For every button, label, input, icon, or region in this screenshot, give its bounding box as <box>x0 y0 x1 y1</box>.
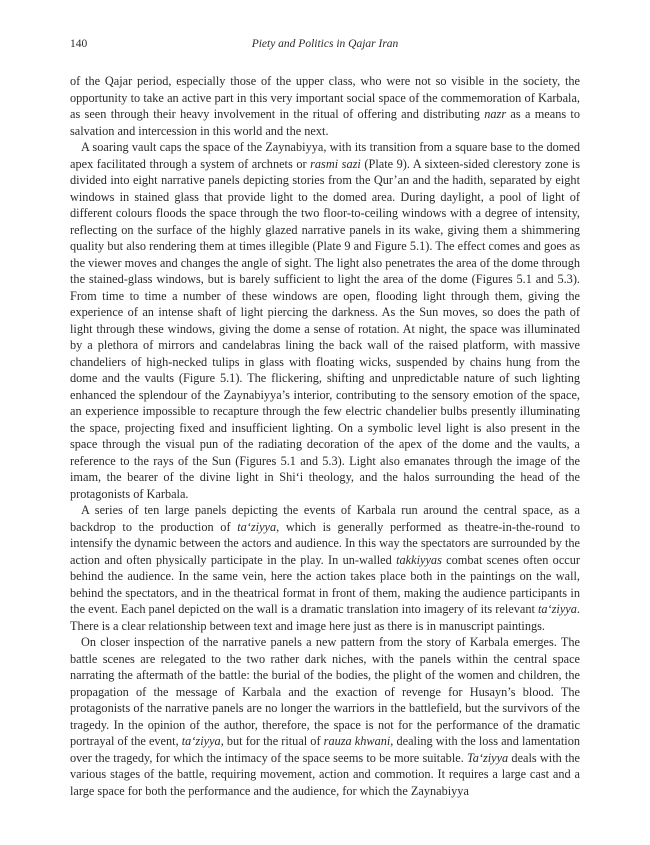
text-run: , dealing with the loss and lamentation over the tragedy, for which the intimacy of the space seems to be more suitable. <box>70 734 580 765</box>
running-title: Piety and Politics in Qajar Iran <box>251 38 399 50</box>
text-run: deals with the various stages of the battle, requiring movement, action and commotion. It requires a large cast and a large space for both the performance and the audience, for which the Zaynabiyya <box>70 750 580 798</box>
italic-term: ta‘ziyya <box>237 519 277 534</box>
paragraph-1 <box>70 73 580 139</box>
italic-term: nazr <box>484 107 507 121</box>
running-head <box>70 38 580 54</box>
text-run: A soaring vault caps the space of the Zaynabiyya, with its transition from a square base to the domed apex facilitated through a system of archnets or <box>70 140 580 171</box>
text-run: (Plate 9). A sixteen-sided clerestory zone is divided into eight narrative panels depicting stories from the Qur’an and the hadith, separated by eight windows in stained glass that provide light to the domed area. During daylight, a pool of light of different colours floods the space through the two floor-to-ceiling windows with a degree of intensity, reflecting on the surface of the highly glazed narrative panels in its wake, giving them a shimmering quality but also rendering them at times illegible (Plate 9 and Figure 5.1). The effect comes and goes as the viewer moves and changes the angle of sight. The light also penetrates the area of the dome through the stained-glass windows, but is barely sufficient to light the area of the dome (Figures 5.1 and 5.3). From time to time a number of these windows are open, flooding light through them, giving the experience of an intense shaft of light piercing the darkness. As the Sun moves, so does the path of light through these windows, giving the dome a sense of rotation. At night, the space was illuminated by a plethora of mirrors and candelabras lining the back wall of the raised platform, with massive chandeliers of high-necked tulips in glass with floating wicks, suspended by chains hung from the dome and the vaults (Figure 5.1). The flickering, shifting and unpredictable nature of such lighting enhanced the splendour of the Zaynabiyya’s interior, contributing to the sensory emotion of the space, an experience impossible to recapture through the few electric chandelier bulbs presently illuminating the space, projecting fixed and insufficient lighting. On a symbolic level light is also present in the space through the visual pun of the radiating decoration of the apex of the dome and the vaults, a reference to the rays of the Sun (Figures 5.1 and 5.3). Light also emanates through the image of the imam, the bearer of the divine light in Shi‘i theology, and the halos surrounding the head of the protagonists of Karbala. <box>70 156 580 501</box>
body-text <box>70 73 580 799</box>
page-number: 140 <box>70 38 88 50</box>
text-run: . There is a clear relationship between text and image here just as there is in manuscript paintings. <box>70 602 580 633</box>
text-run: , which is generally performed as theatre-in-the-round to intensify the dynamic between the actors and audience. In this way the spectators are surrounded by the action and often physically participate in the play. In un-walled <box>70 519 580 567</box>
text-run: , but for the ritual of <box>220 734 324 748</box>
text-run: of the Qajar period, especially those of the upper class, who were not so visible in the society, the opportunity to take an active part in this very important social space of the commemoration of Karbala, as seen through their heavy involvement in the ritual of offering and distributing <box>70 74 580 121</box>
italic-term: ta‘ziyya <box>537 602 577 616</box>
paragraph-2 <box>70 139 580 502</box>
italic-term: rasmi sazi <box>310 156 361 171</box>
paragraph-3 <box>70 502 580 634</box>
text-run: combat scenes often occur behind the audience. In the same vein, here the action takes place both in the paintings on the wall, behind the spectators, and in the theatrical format in front of them, making the audience participants in the event. Each panel depicted on the wall is a dramatic translation into imagery of its relevant <box>70 552 580 616</box>
text-run: On closer inspection of the narrative panels a new pattern from the story of Karbala emerges. The battle scenes are relegated to the two rather dark niches, with the panels within the central space narrating the aftermath of the battle: the burial of the bodies, the plight of the women and children, the propagation of the message of Karbala and the exaction of revenge for Husayn’s blood. The protagonists of the narrative panels are no longer the warriors in the battlefield, but the survivors of the tragedy. In the opinion of the author, therefore, the space is not for the performance of the dramatic portrayal of the event, <box>70 635 580 748</box>
text-run: as a means to salvation and intercession in this world and the next. <box>70 107 580 138</box>
italic-term: takkiyyas <box>396 552 442 567</box>
italic-term: Ta‘ziyya <box>466 750 509 765</box>
text-run: A series of ten large panels depicting the events of Karbala run around the central space, as a backdrop to the production of <box>70 503 580 534</box>
paragraph-4 <box>70 634 580 799</box>
italic-term: ta‘ziyya <box>181 734 221 748</box>
italic-term: rauza khwani <box>323 734 391 748</box>
